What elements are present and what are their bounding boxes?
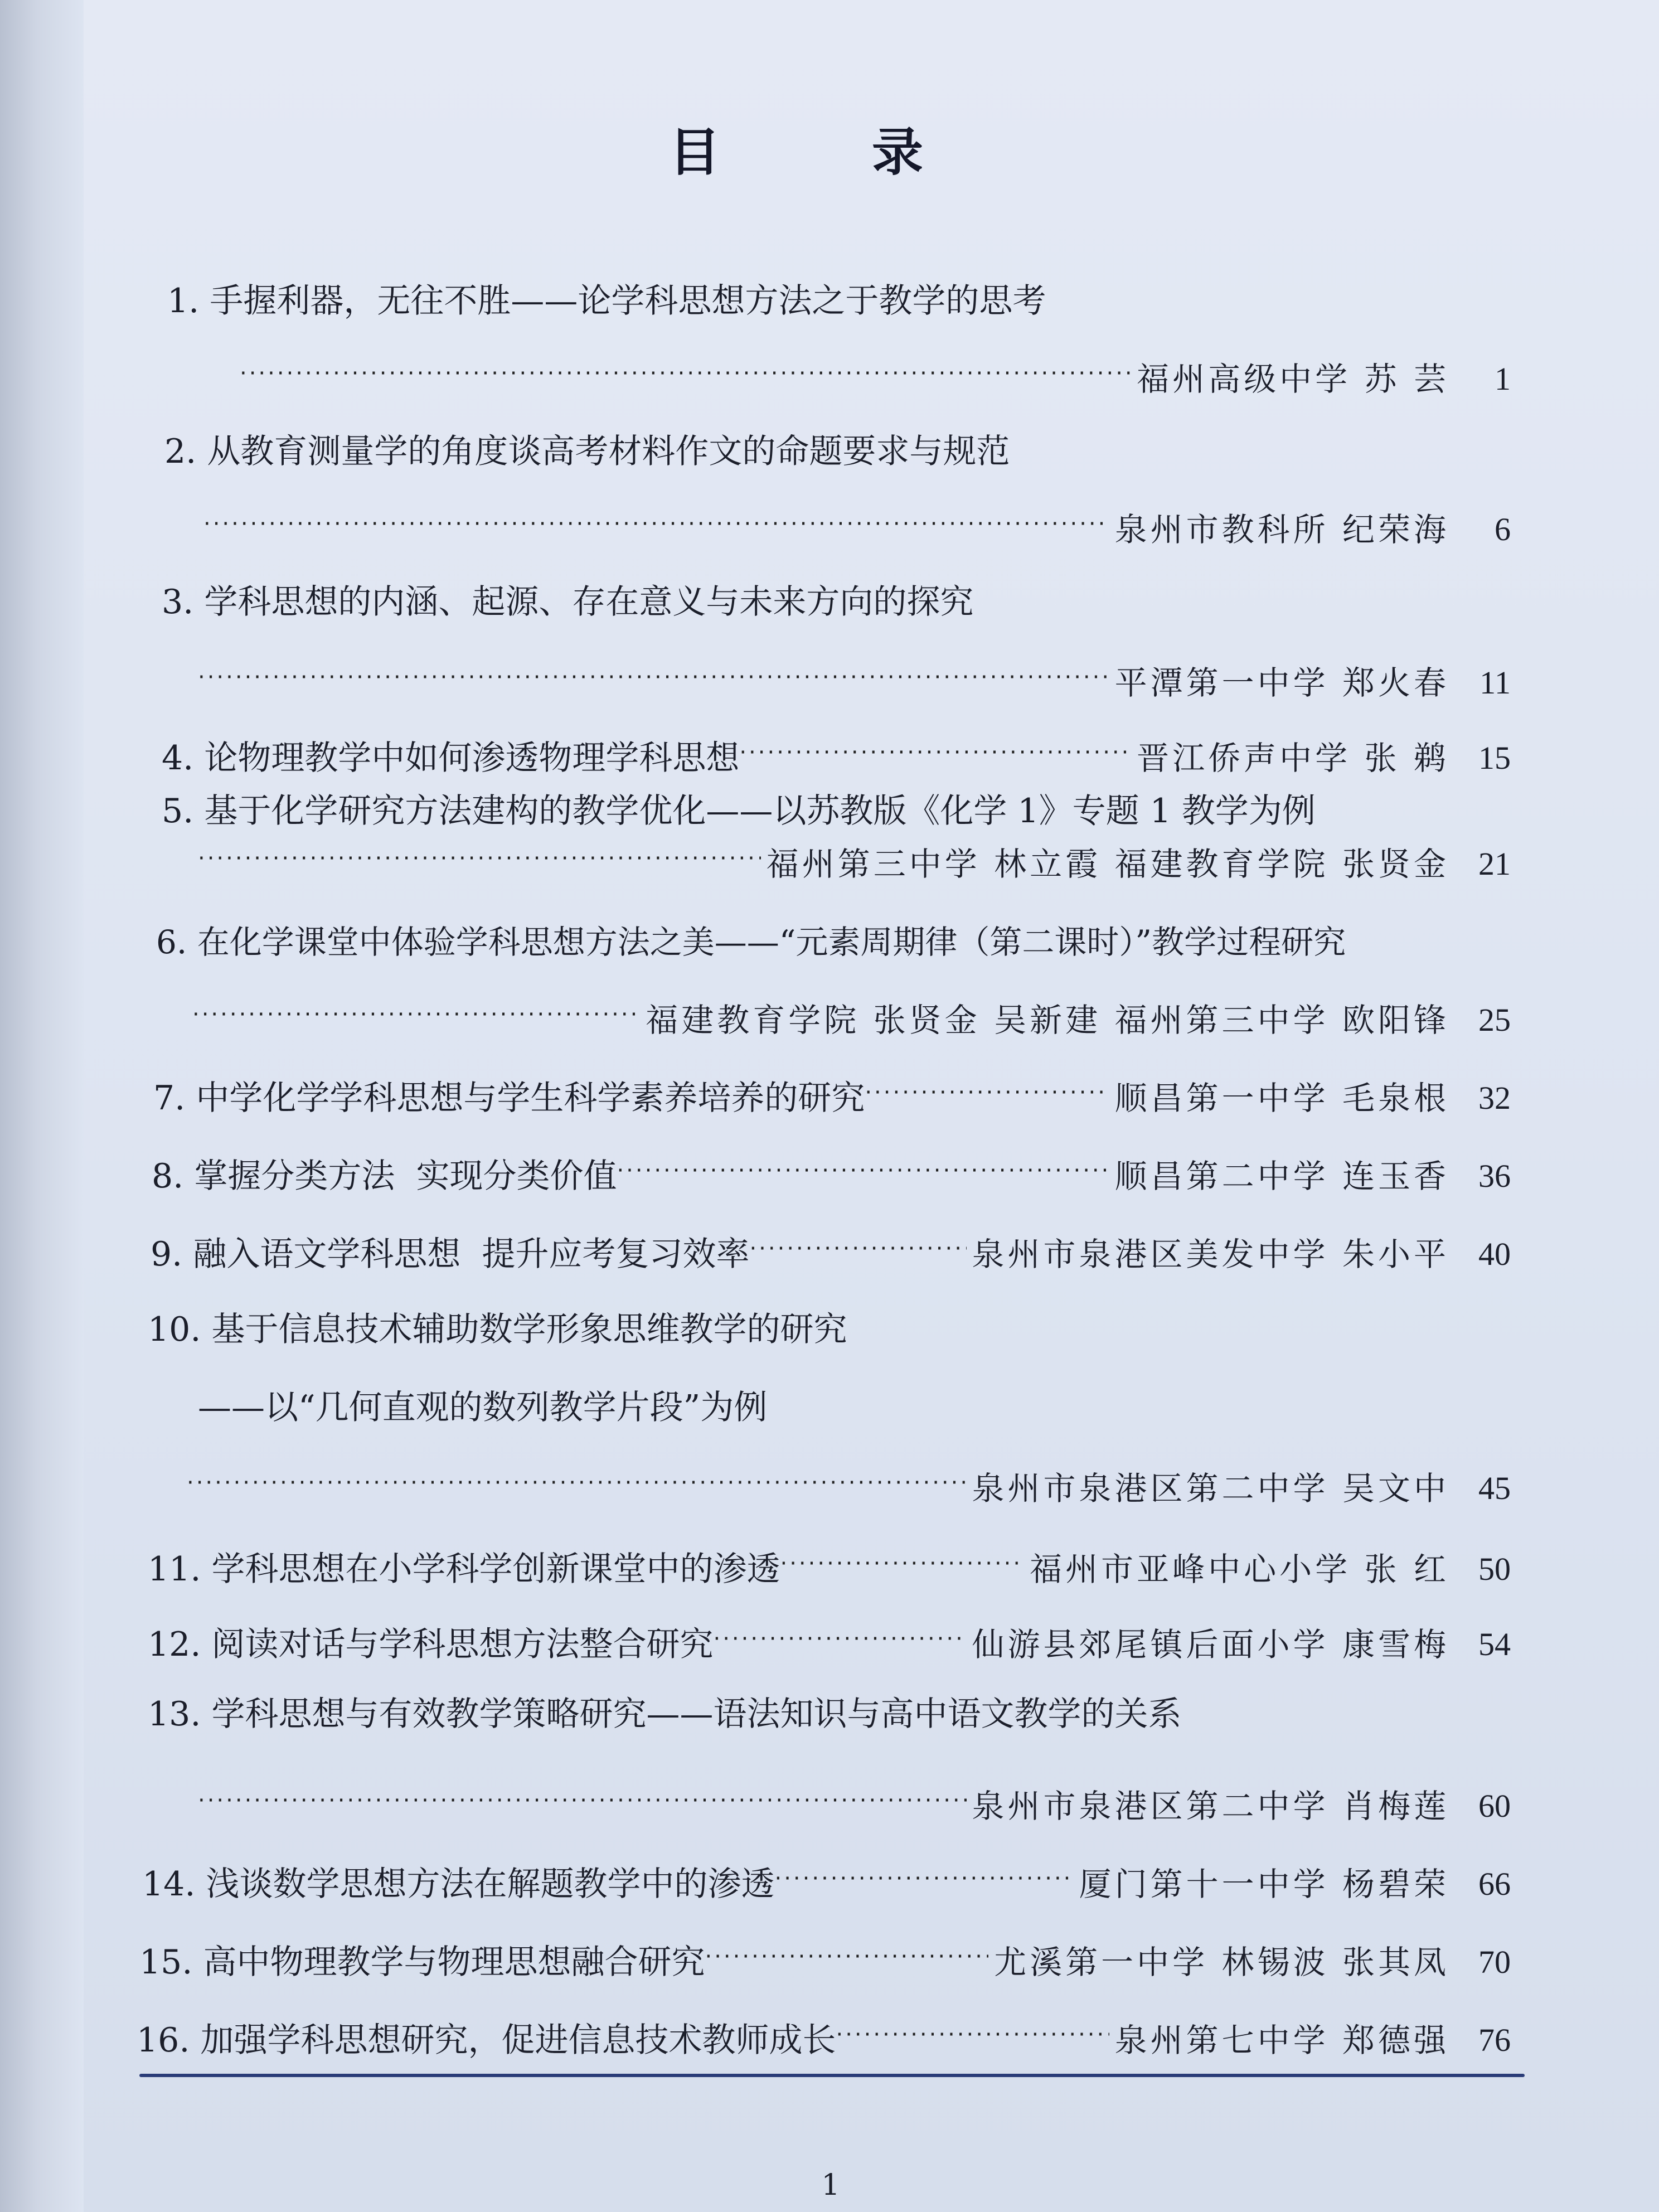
toc-entry-author: 泉州第七中学 郑德强 — [1114, 2021, 1449, 2059]
toc-entry-page: 1 — [1495, 361, 1511, 397]
pen-underline — [139, 2074, 1525, 2077]
toc-entry-author: 仙游县郊尾镇后面小学 康雪梅 — [972, 1626, 1449, 1663]
toc-entry-title: 16. 加强学科思想研究，促进信息技术教师成长 — [137, 2021, 836, 2060]
toc-entry-author: 厦门第十一中学 杨碧荣 — [1079, 1865, 1449, 1903]
toc-entry-page: 54 — [1478, 1626, 1511, 1662]
toc-entry-leader — [192, 998, 1511, 1042]
toc-entry-author: 福州高级中学 苏 芸 — [1137, 360, 1449, 398]
toc-entry-title: 8. 掌握分类方法 实现分类价值 — [152, 1157, 617, 1196]
dot-leader — [240, 357, 1131, 401]
toc-entry-title: 9. 融入语文学科思想 提升应考复习效率 — [151, 1235, 750, 1274]
toc-entry-title: 7. 中学化学学科思想与学生科学素养培养的研究 — [153, 1079, 865, 1118]
toc-entry-subtitle: ——以“几何直观的数列教学片段”为例 — [198, 1388, 768, 1427]
dot-leader — [192, 998, 640, 1042]
toc-entry-author: 晋江侨声中学 张 鹈 — [1137, 739, 1449, 777]
toc-entry-page: 25 — [1478, 1002, 1511, 1038]
toc-entry-title: 11. 学科思想在小学科学创新课堂中的渗透 — [148, 1550, 780, 1589]
dot-leader — [714, 1622, 967, 1667]
toc-entry-row — [148, 1622, 1511, 1667]
dot-leader — [836, 2018, 1109, 2063]
toc-entry-title: 2. 从教育测量学的角度谈高考材料作文的命题要求与规范 — [164, 432, 1010, 471]
dot-leader — [617, 1154, 1109, 1199]
toc-entry-author: 泉州市教科所 纪荣海 — [1114, 511, 1449, 549]
toc-entry-author: 福州第三中学 林立霞 福建教育学院 张贤金 — [766, 845, 1449, 883]
toc-entry-page: 11 — [1479, 664, 1511, 701]
toc-entry-author: 顺昌第二中学 连玉香 — [1114, 1157, 1449, 1195]
page-title: 目 录 — [668, 123, 991, 182]
toc-entry-title: 4. 论物理教学中如何渗透物理学科思想 — [162, 739, 740, 778]
toc-entry-leader — [240, 357, 1511, 401]
toc-entry-title: 1. 手握利器，无往不胜——论学科思想方法之于教学的思考 — [167, 282, 1046, 321]
toc-entry-author: 泉州市泉港区第二中学 吴文中 — [972, 1469, 1449, 1507]
toc-entry-leader — [198, 661, 1511, 705]
toc-entry-page: 15 — [1478, 740, 1511, 776]
toc-entry-title: 6. 在化学课堂中体验学科思想方法之美——“元素周期律（第二课时）”教学过程研究 — [156, 923, 1346, 961]
toc-entry-page: 21 — [1478, 846, 1511, 882]
toc-entry-row — [139, 1940, 1511, 1985]
toc-entry-page: 76 — [1478, 2022, 1511, 2058]
dot-leader — [780, 1547, 1025, 1592]
dot-leader — [749, 1232, 966, 1277]
toc-entry-row — [152, 1154, 1511, 1199]
toc-entry-author: 福州市亚峰中心小学 张 红 — [1030, 1550, 1449, 1588]
toc-entry-title: 15. 高中物理教学与物理思想融合研究 — [139, 1943, 705, 1982]
toc-entry-author: 平潭第一中学 郑火春 — [1114, 664, 1449, 702]
toc-entry-title: 13. 学科思想与有效教学策略研究——语法知识与高中语文教学的关系 — [148, 1695, 1182, 1734]
dot-leader — [198, 1784, 967, 1828]
toc-entry-author: 尤溪第一中学 林锡波 张其凤 — [994, 1943, 1449, 1981]
dot-leader — [187, 1466, 967, 1511]
page-number: 1 — [821, 2169, 840, 2202]
toc-entry-page: 60 — [1478, 1788, 1511, 1824]
toc-entry-row — [148, 1547, 1511, 1592]
toc-entry-page: 40 — [1478, 1236, 1511, 1272]
toc-entry-page: 50 — [1478, 1551, 1511, 1587]
dot-leader — [198, 842, 761, 886]
toc-entry-leader — [198, 842, 1511, 886]
toc-entry-page: 6 — [1495, 511, 1511, 547]
dot-leader — [203, 507, 1109, 552]
toc-entry-row — [137, 2018, 1511, 2063]
toc-entry-leader — [203, 507, 1511, 552]
toc-entry-author: 福建教育学院 张贤金 吴新建 福州第三中学 欧阳锋 — [646, 1001, 1449, 1039]
dot-leader — [739, 736, 1131, 780]
toc-entry-leader — [187, 1466, 1511, 1511]
toc-entry-title: 10. 基于信息技术辅助数学形象思维教学的研究 — [148, 1310, 847, 1349]
toc-entry-leader — [198, 1784, 1511, 1828]
toc-entry-author: 顺昌第一中学 毛泉根 — [1114, 1079, 1449, 1117]
toc-entry-row — [162, 736, 1511, 780]
dot-leader — [775, 1862, 1074, 1907]
dot-leader — [198, 661, 1109, 705]
toc-entry-page: 66 — [1478, 1866, 1511, 1902]
toc-entry-row — [142, 1862, 1511, 1907]
toc-entry-page: 36 — [1478, 1158, 1511, 1194]
page-binding-shadow — [0, 0, 84, 2212]
toc-entry-page: 70 — [1478, 1944, 1511, 1980]
dot-leader — [865, 1076, 1109, 1120]
toc-entry-author: 泉州市泉港区第二中学 肖梅莲 — [972, 1787, 1449, 1825]
toc-entry-author: 泉州市泉港区美发中学 朱小平 — [972, 1235, 1449, 1273]
toc-entry-row — [151, 1232, 1511, 1277]
toc-entry-title: 3. 学科思想的内涵、起源、存在意义与未来方向的探究 — [162, 583, 974, 622]
toc-entry-page: 32 — [1478, 1080, 1511, 1116]
toc-entry-page: 45 — [1478, 1470, 1511, 1506]
toc-entry-title: 12. 阅读对话与学科思想方法整合研究 — [148, 1625, 714, 1664]
dot-leader — [705, 1940, 989, 1985]
toc-entry-title: 14. 浅谈数学思想方法在解题教学中的渗透 — [142, 1865, 775, 1904]
toc-entry-row — [153, 1076, 1511, 1120]
toc-entry-title: 5. 基于化学研究方法建构的教学优化——以苏教版《化学 1》专题 1 教学为例 — [162, 792, 1316, 831]
